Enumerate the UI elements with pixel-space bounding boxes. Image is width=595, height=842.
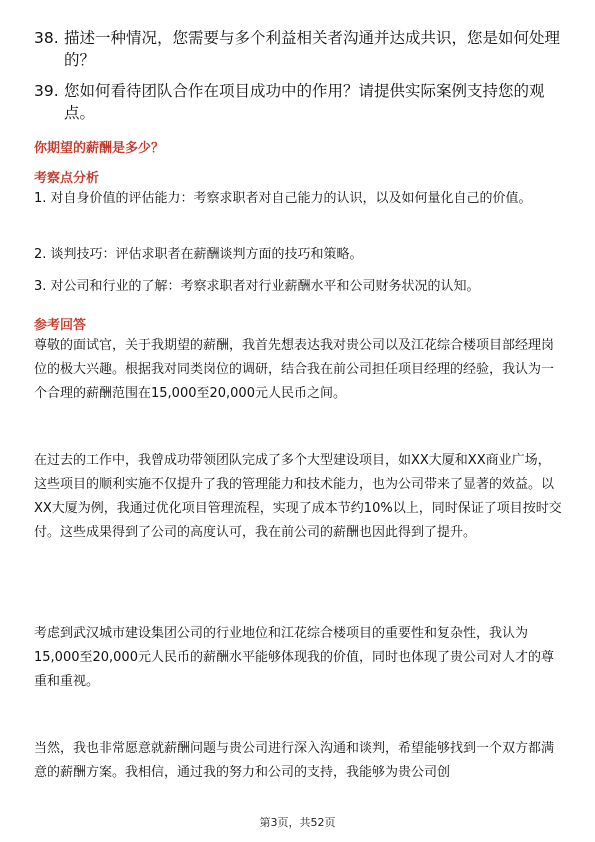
question-38	[34, 27, 564, 71]
question-text: 描述一种情况，您需要与多个利益相关者沟通并达成共识，您是如何处理的？	[64, 29, 561, 69]
question-number: 39.	[34, 82, 59, 100]
answer-paragraph: 考虑到武汉城市建设集团公司的行业地位和江花综合楼项目的重要性和复杂性，我认为15,000至20,000元人民币的薪酬水平能够体现我的价值，同时也体现了贵公司对人才的尊重和重视。	[34, 626, 554, 689]
analysis-item: 3. 对公司和行业的了解：考察求职者对行业薪酬水平和公司财务状况的认知。	[34, 279, 480, 294]
analysis-heading: 考察点分析	[34, 171, 100, 186]
answer-paragraph: 当然，我也非常愿意就薪酬问题与贵公司进行深入沟通和谈判，希望能够找到一个双方都满意的薪酬方案。我相信，通过我的努力和公司的支持，我能够为贵公司创	[34, 741, 555, 780]
page-number: 第3页，共52页	[259, 816, 336, 829]
question-39	[34, 80, 564, 124]
question-text: 您如何看待团队合作在项目成功中的作用？请提供实际案例支持您的观点。	[64, 82, 545, 122]
answer-paragraph: 尊敬的面试官，关于我期望的薪酬，我首先想表达我对贵公司以及江花综合楼项目部经理岗位的极大兴趣。根据我对同类岗位的调研，结合我在前公司担任项目经理的经验，我认为一个合理的薪酬范围在15,000至20,000元人民币之间。	[34, 338, 555, 401]
question-number: 38.	[34, 29, 59, 47]
answer-heading: 参考回答	[34, 318, 87, 333]
analysis-item: 2. 谈判技巧：评估求职者在薪酬谈判方面的技巧和策略。	[34, 247, 363, 262]
section-title: 你期望的薪酬是多少？	[34, 141, 165, 156]
answer-paragraph: 在过去的工作中，我曾成功带领团队完成了多个大型建设项目，如XX大厦和XX商业广场，这些项目的顺利实施不仅提升了我的管理能力和技术能力，也为公司带来了显著的效益。以XX大厦为例，我通过优化项目管理流程，实现了成本节约10%以上，同时保证了项目按时交付。这些成果得到了公司的高度认可，我在前公司的薪酬也因此得到了提升。	[34, 453, 562, 540]
analysis-item: 1. 对自身价值的评估能力：考察求职者对自己能力的认识，以及如何量化自己的价值。	[34, 191, 532, 206]
